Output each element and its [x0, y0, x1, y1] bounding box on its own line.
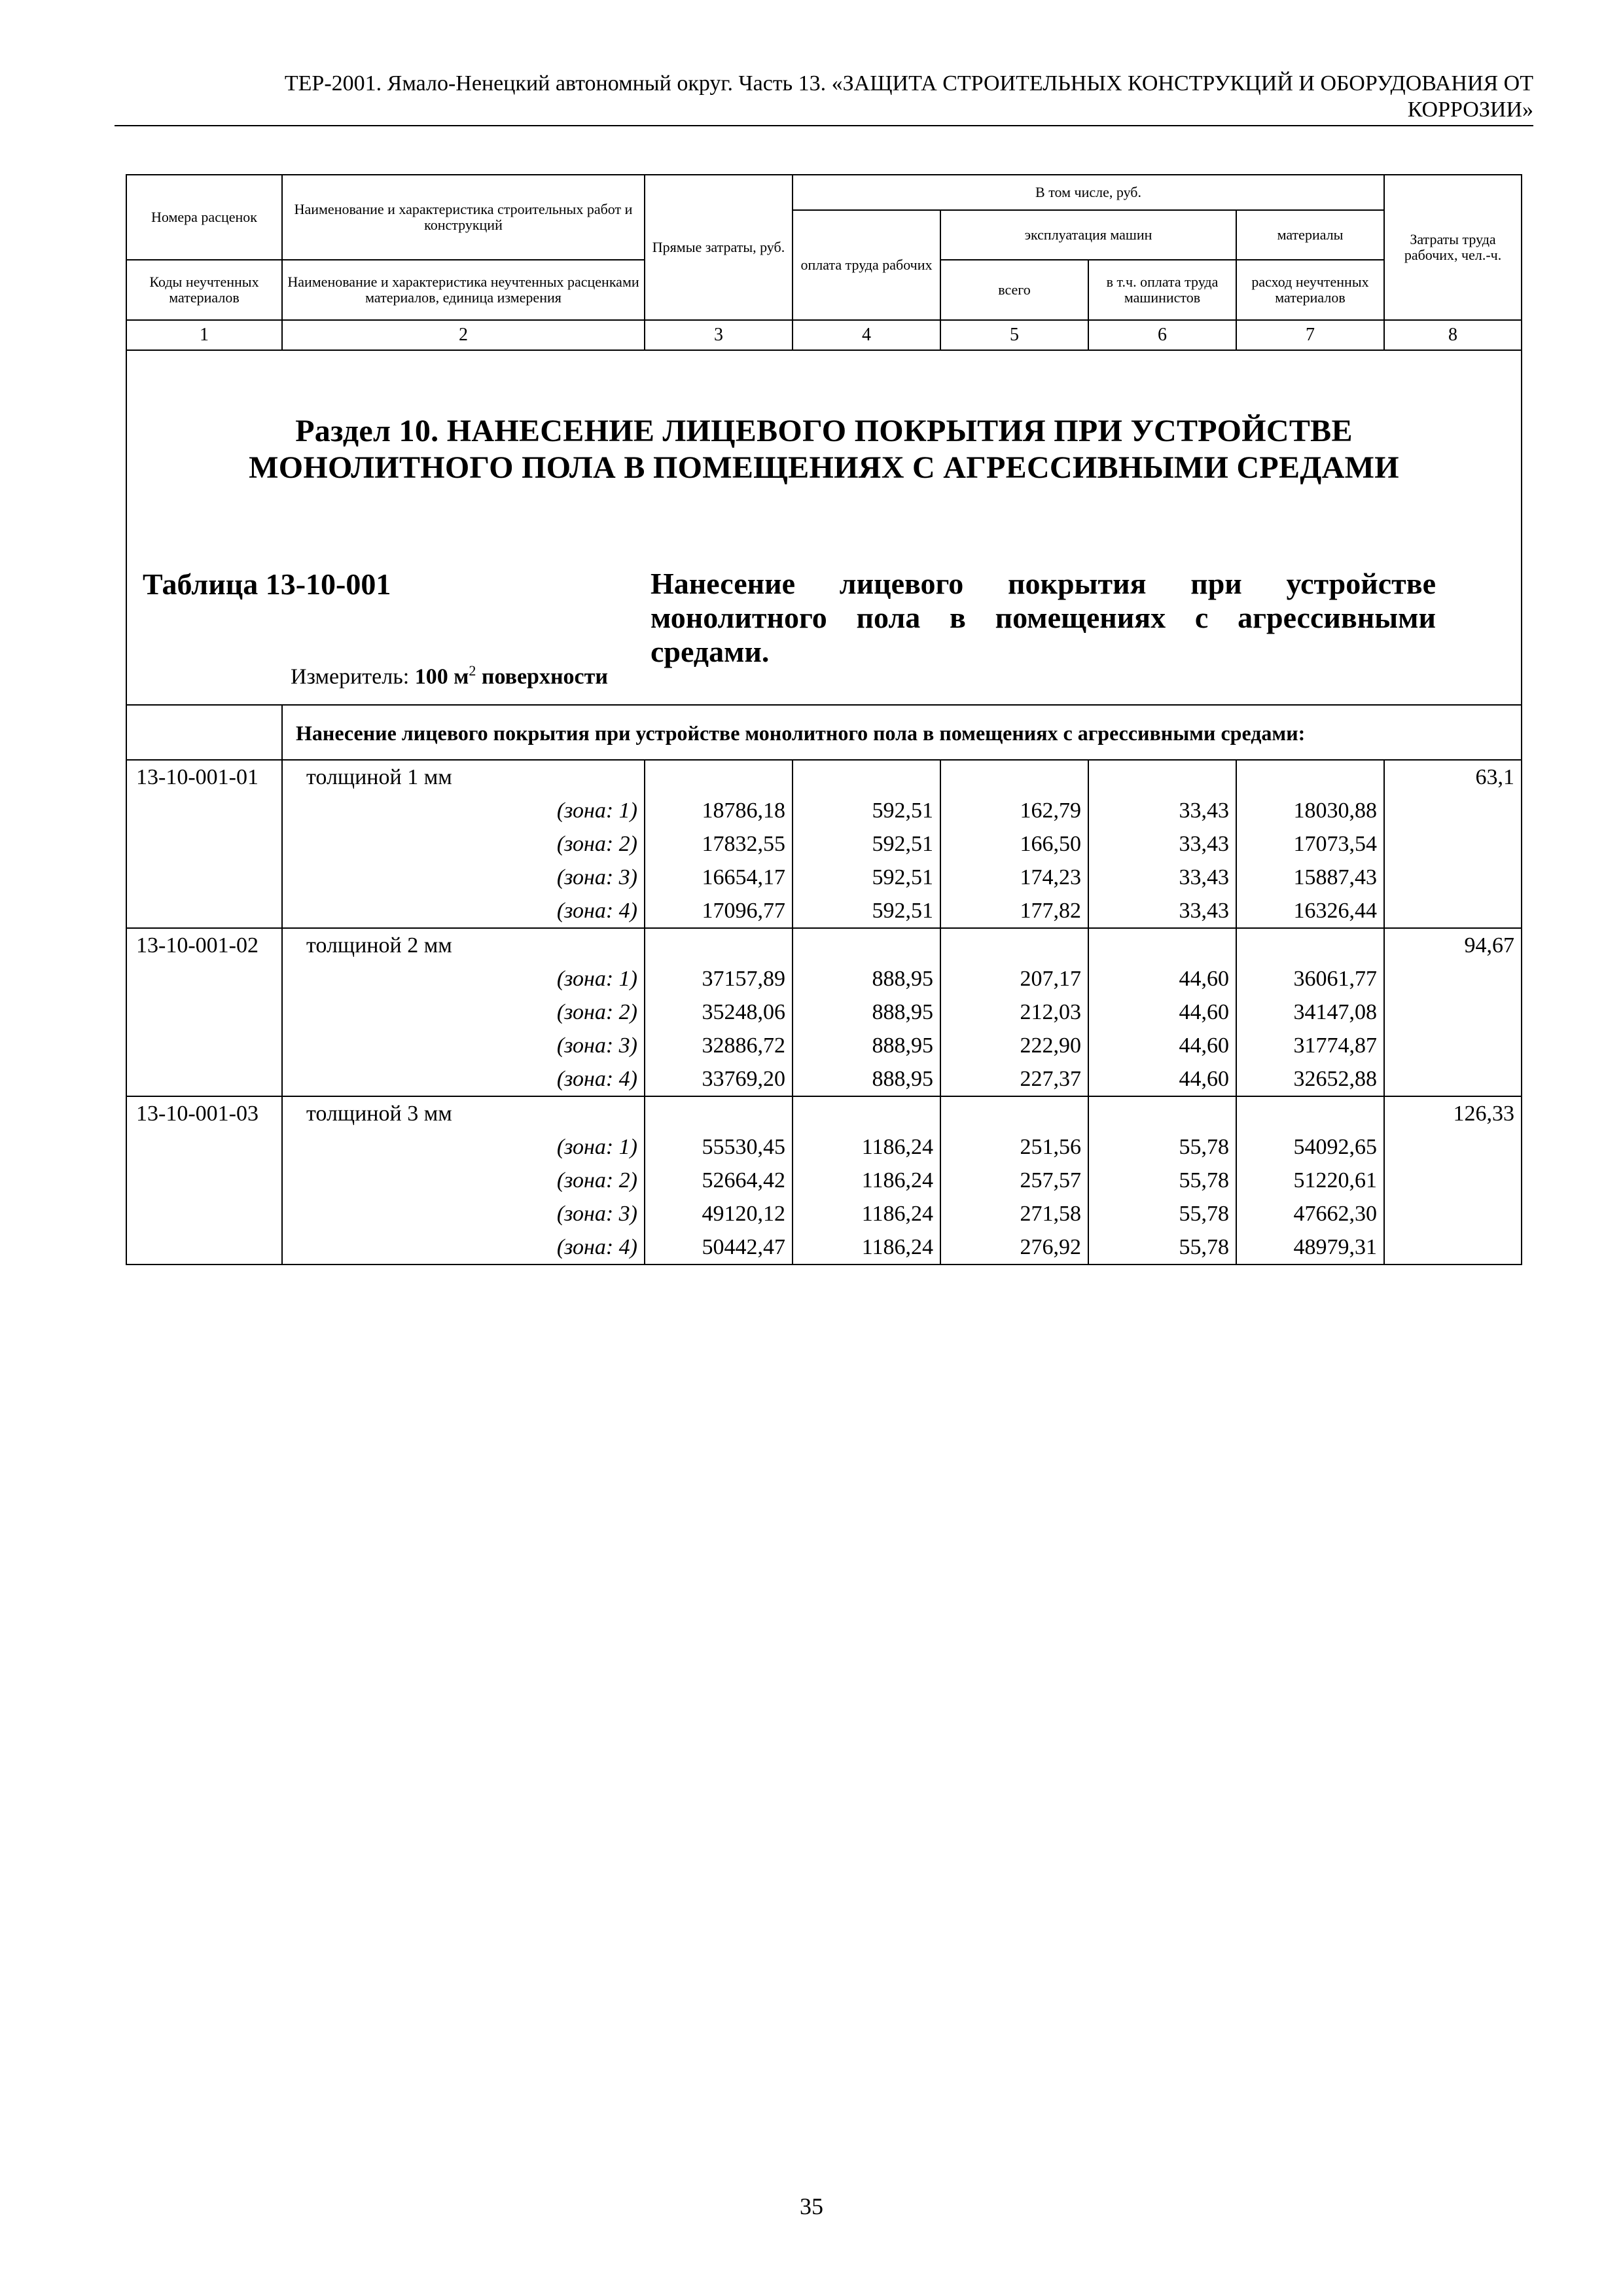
section-block: [126, 350, 1522, 705]
direct-cost-value: 18786,18: [702, 798, 785, 823]
worker-wages-value: 888,95: [872, 967, 933, 991]
operator-wages-value: 33,43: [1179, 899, 1229, 923]
worker-wages-value: 592,51: [872, 798, 933, 823]
measure-unit: [291, 662, 608, 689]
machine-cost-value: 166,50: [1020, 832, 1081, 856]
zone-label: (зона: 2): [556, 832, 637, 856]
zone-label: (зона: 4): [556, 1235, 637, 1259]
machine-cost-value: 271,58: [1020, 1202, 1081, 1226]
col5-header: всего: [940, 260, 1088, 320]
blank-line: [1237, 929, 1377, 962]
machine-cost-value: 207,17: [1020, 967, 1081, 991]
column-numbers-row: [126, 320, 1522, 350]
materials-cost-value: 48979,31: [1293, 1235, 1378, 1259]
machine-cost-value: 222,90: [1020, 1033, 1081, 1058]
direct-cost-cell: [645, 1096, 793, 1265]
blank-line: [793, 929, 933, 962]
rate-code: 13-10-001-03: [136, 1102, 259, 1126]
operator-wages-value: 44,60: [1179, 1033, 1229, 1058]
machine-cost-value: 251,56: [1020, 1135, 1081, 1159]
rate-code-cell: [126, 760, 282, 928]
rate-name-cell: [282, 1096, 645, 1265]
col1-bottom-header: Коды неучтенных материалов: [126, 260, 282, 320]
zone-label: (зона: 3): [556, 1033, 637, 1058]
zone-label: (зона: 3): [556, 1202, 637, 1226]
worker-wages-value: 1186,24: [861, 1135, 933, 1159]
column-number: 6: [1088, 320, 1236, 350]
zone-label: (зона: 2): [556, 1000, 637, 1024]
page-number: 35: [800, 2193, 823, 2219]
zone-label: (зона: 4): [556, 899, 637, 923]
materials-group-header: материалы: [1236, 210, 1384, 260]
operator-wages-value: 33,43: [1179, 832, 1229, 856]
rate-name-cell: [282, 760, 645, 928]
rate-name: толщиной 2 мм: [306, 933, 452, 958]
labor-value: 63,1: [1475, 765, 1515, 789]
operator-wages-value: 33,43: [1179, 865, 1229, 889]
rate-code: 13-10-001-01: [136, 765, 259, 789]
worker-wages-value: 888,95: [872, 1033, 933, 1058]
operator-wages-value: 55,78: [1179, 1235, 1229, 1259]
table-row: [126, 1096, 1522, 1265]
section-title-line-2: МОНОЛИТНОГО ПОЛА В ПОМЕЩЕНИЯХ С АГРЕССИВНЫМИ СРЕДАМИ: [249, 450, 1399, 485]
machine-cost-cell: [940, 760, 1088, 928]
worker-wages-cell: [793, 928, 940, 1096]
machine-cost-value: 276,92: [1020, 1235, 1081, 1259]
worker-wages-value: 888,95: [872, 1067, 933, 1091]
machine-cost-value: 174,23: [1020, 865, 1081, 889]
blank-line: [941, 929, 1081, 962]
operator-wages-cell: [1088, 928, 1236, 1096]
worker-wages-value: 1186,24: [861, 1202, 933, 1226]
materials-cost-cell: [1236, 928, 1384, 1096]
machine-cost-value: 227,37: [1020, 1067, 1081, 1091]
materials-cost-value: 31774,87: [1293, 1033, 1378, 1058]
col6-header: в т.ч. оплата труда машинистов: [1088, 260, 1236, 320]
blank-line: [645, 929, 785, 962]
materials-cost-value: 51220,61: [1293, 1168, 1378, 1193]
materials-cost-value: 54092,65: [1293, 1135, 1378, 1159]
worker-wages-value: 888,95: [872, 1000, 933, 1024]
materials-cost-value: 36061,77: [1293, 967, 1378, 991]
blank-line: [1089, 761, 1229, 794]
header-line-2: КОРРОЗИИ»: [1407, 98, 1533, 122]
machine-cost-cell: [940, 928, 1088, 1096]
header-rule: [115, 125, 1533, 126]
zone-label: (зона: 2): [556, 1168, 637, 1193]
direct-cost-value: 35248,06: [702, 1000, 785, 1024]
blank-line: [1089, 1097, 1229, 1130]
running-header: [115, 71, 1533, 123]
machine-cost-value: 177,82: [1020, 899, 1081, 923]
machine-cost-value: 162,79: [1020, 798, 1081, 823]
direct-cost-value: 17832,55: [702, 832, 785, 856]
col2-bottom-header: Наименование и характеристика неучтенных расценками материалов, единица измерения: [282, 260, 645, 320]
measure-unit-text: поверхности: [481, 664, 608, 689]
rate-code-cell: [126, 1096, 282, 1265]
materials-cost-value: 18030,88: [1293, 798, 1378, 823]
direct-cost-value: 17096,77: [702, 899, 785, 923]
direct-cost-value: 52664,42: [702, 1168, 785, 1193]
blank-line: [941, 761, 1081, 794]
header-line-1: ТЕР-2001. Ямало-Ненецкий автономный округ. Часть 13. «ЗАЩИТА СТРОИТЕЛЬНЫХ КОНСТРУКЦИЙ И ОБОРУДОВАНИЯ ОТ: [284, 71, 1533, 96]
direct-cost-cell: [645, 760, 793, 928]
operator-wages-cell: [1088, 760, 1236, 928]
blank-line: [793, 1097, 933, 1130]
column-number: 2: [282, 320, 645, 350]
materials-cost-value: 47662,30: [1293, 1202, 1378, 1226]
column-number: 4: [793, 320, 940, 350]
col1-top-header: Номера расценок: [126, 175, 282, 260]
blank-line: [793, 761, 933, 794]
rates-table: [126, 174, 1522, 1265]
machine-cost-value: 212,03: [1020, 1000, 1081, 1024]
operator-wages-value: 44,60: [1179, 1000, 1229, 1024]
worker-wages-value: 1186,24: [861, 1168, 933, 1193]
direct-cost-value: 37157,89: [702, 967, 785, 991]
blank-line: [1237, 761, 1377, 794]
worker-wages-value: 1186,24: [861, 1235, 933, 1259]
measure-value: 100 м: [414, 664, 469, 689]
labor-value: 126,33: [1453, 1102, 1515, 1126]
operator-wages-value: 55,78: [1179, 1168, 1229, 1193]
operator-wages-value: 33,43: [1179, 798, 1229, 823]
measure-label: Измеритель:: [291, 664, 410, 689]
machines-group-header: эксплуатация машин: [940, 210, 1236, 260]
section-title-line-1: Раздел 10. НАНЕСЕНИЕ ЛИЦЕВОГО ПОКРЫТИЯ ПРИ УСТРОЙСТВЕ: [295, 414, 1353, 448]
table-row: [126, 760, 1522, 928]
table-row: [126, 928, 1522, 1096]
column-number: 1: [126, 320, 282, 350]
labor-cell: [1384, 1096, 1522, 1265]
worker-wages-cell: [793, 1096, 940, 1265]
col7-header: расход неучтенных материалов: [1236, 260, 1384, 320]
blank-line: [645, 761, 785, 794]
zone-label: (зона: 1): [556, 967, 637, 991]
materials-cost-cell: [1236, 1096, 1384, 1265]
rate-name: толщиной 3 мм: [306, 1102, 452, 1126]
machine-cost-value: 257,57: [1020, 1168, 1081, 1193]
column-number: 8: [1384, 320, 1522, 350]
direct-cost-value: 50442,47: [702, 1235, 785, 1259]
labor-value: 94,67: [1464, 933, 1515, 958]
worker-wages-value: 592,51: [872, 832, 933, 856]
rate-name: толщиной 1 мм: [306, 765, 452, 789]
direct-cost-value: 55530,45: [702, 1135, 785, 1159]
blank-line: [941, 1097, 1081, 1130]
table-title: Нанесение лицевого покрытия при устройстве монолитного пола в помещениях с агрессивными средами.: [651, 567, 1436, 668]
direct-cost-value: 32886,72: [702, 1033, 785, 1058]
column-number: 7: [1236, 320, 1384, 350]
labor-cell: [1384, 760, 1522, 928]
machine-cost-cell: [940, 1096, 1088, 1265]
blank-line: [1089, 929, 1229, 962]
materials-cost-value: 32652,88: [1293, 1067, 1378, 1091]
zone-label: (зона: 3): [556, 865, 637, 889]
section-title: [127, 413, 1521, 486]
col4-header: оплата труда рабочих: [793, 210, 940, 320]
operator-wages-value: 44,60: [1179, 1067, 1229, 1091]
col8-header: Затраты труда рабочих, чел.-ч.: [1384, 175, 1522, 320]
col3-header: Прямые затраты, руб.: [645, 175, 793, 320]
direct-cost-cell: [645, 928, 793, 1096]
group-title: Нанесение лицевого покрытия при устройстве монолитного пола в помещениях с агрессивными средами:: [282, 705, 1522, 760]
worker-wages-value: 592,51: [872, 899, 933, 923]
column-number: 5: [940, 320, 1088, 350]
materials-cost-value: 34147,08: [1293, 1000, 1378, 1024]
direct-cost-value: 16654,17: [702, 865, 785, 889]
zone-label: (зона: 1): [556, 798, 637, 823]
zone-label: (зона: 1): [556, 1135, 637, 1159]
column-number: 3: [645, 320, 793, 350]
zone-label: (зона: 4): [556, 1067, 637, 1091]
operator-wages-value: 55,78: [1179, 1135, 1229, 1159]
table-number: Таблица 13-10-001: [143, 567, 391, 601]
included-group-header: В том числе, руб.: [793, 175, 1384, 210]
worker-wages-cell: [793, 760, 940, 928]
operator-wages-cell: [1088, 1096, 1236, 1265]
direct-cost-value: 33769,20: [702, 1067, 785, 1091]
rate-name-cell: [282, 928, 645, 1096]
direct-cost-value: 49120,12: [702, 1202, 785, 1226]
rate-code: 13-10-001-02: [136, 933, 259, 958]
col2-top-header: Наименование и характеристика строительных работ и конструкций: [282, 175, 645, 260]
materials-cost-cell: [1236, 760, 1384, 928]
labor-cell: [1384, 928, 1522, 1096]
materials-cost-value: 15887,43: [1293, 865, 1378, 889]
worker-wages-value: 592,51: [872, 865, 933, 889]
rate-code-cell: [126, 928, 282, 1096]
operator-wages-value: 55,78: [1179, 1202, 1229, 1226]
blank-line: [645, 1097, 785, 1130]
measure-sup: 2: [469, 662, 476, 679]
operator-wages-value: 44,60: [1179, 967, 1229, 991]
materials-cost-value: 17073,54: [1293, 832, 1378, 856]
blank-line: [1237, 1097, 1377, 1130]
materials-cost-value: 16326,44: [1293, 899, 1378, 923]
